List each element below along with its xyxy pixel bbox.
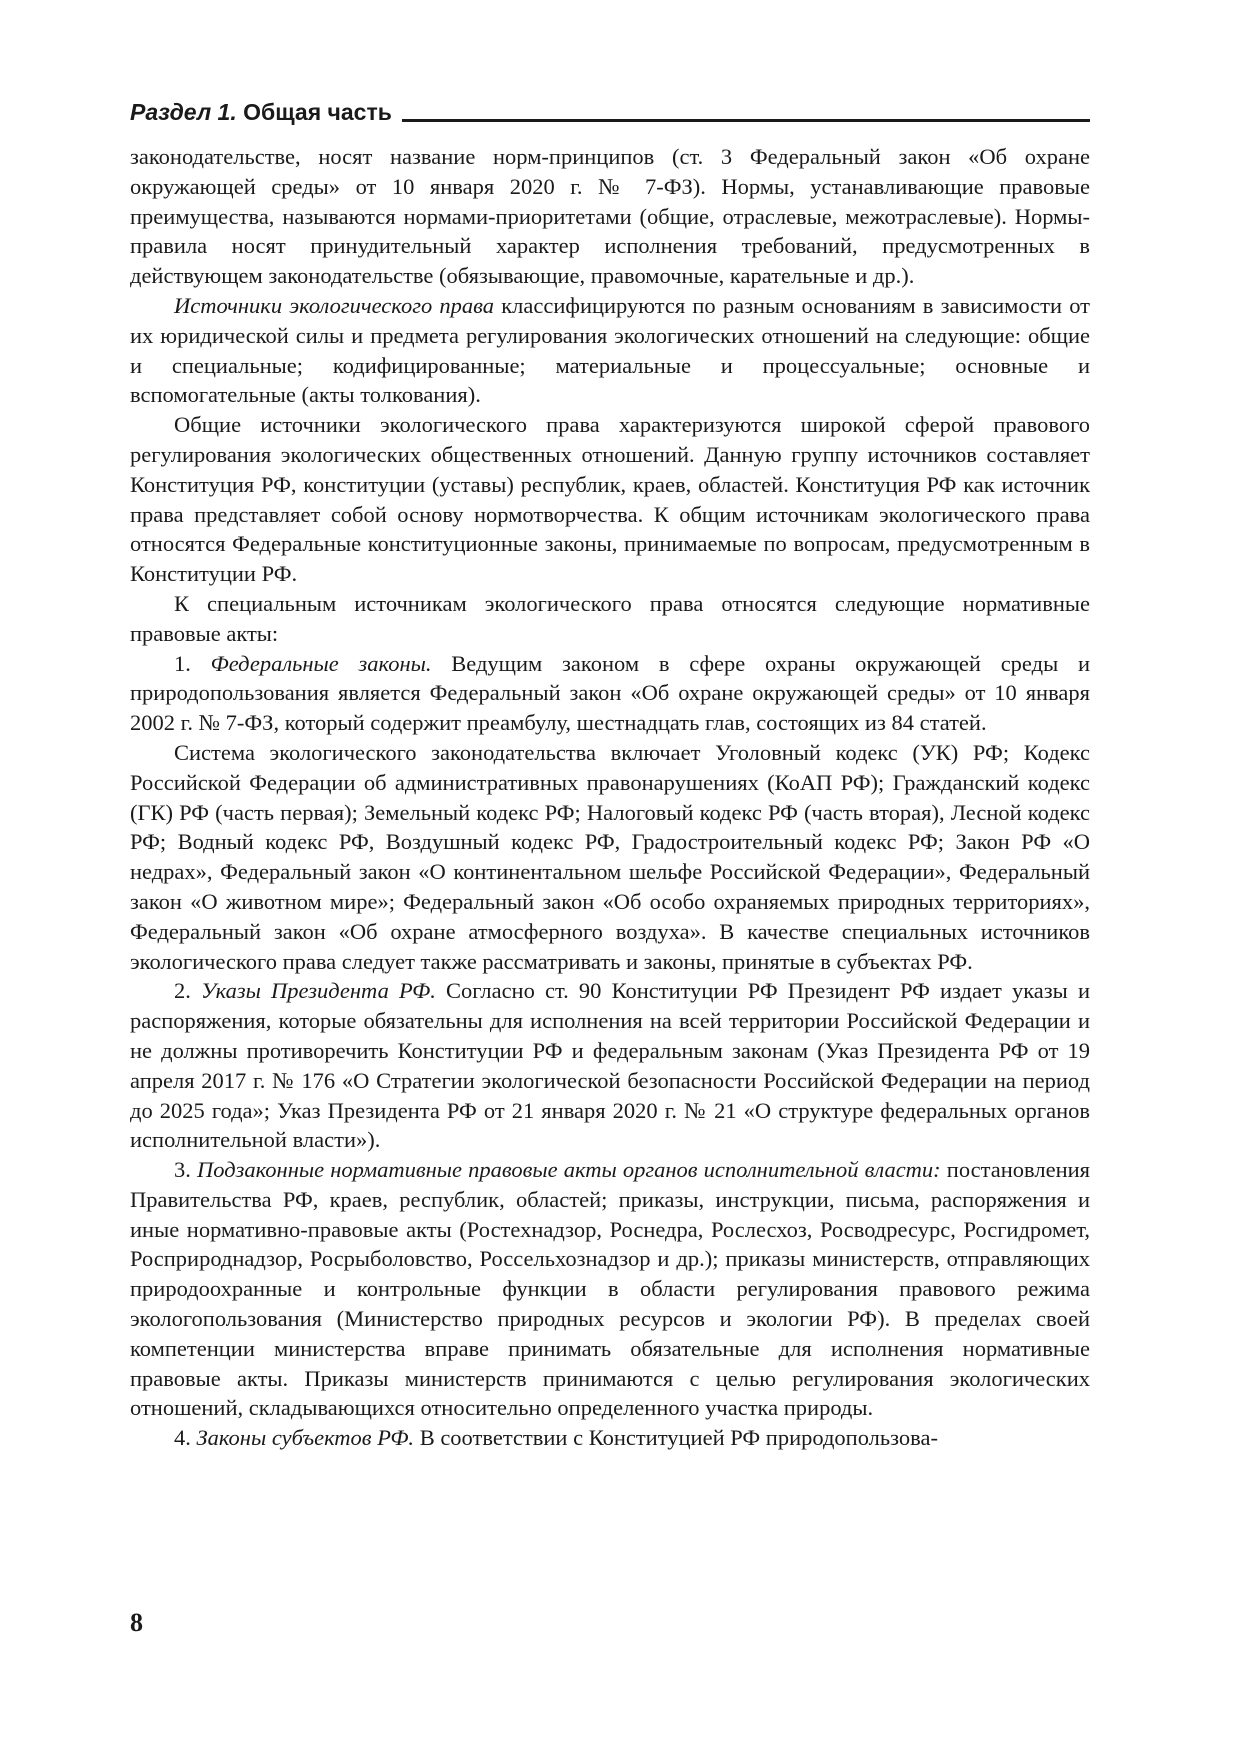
- header-rule: [402, 119, 1090, 122]
- paragraph-9-term: Законы субъектов РФ.: [196, 1425, 415, 1451]
- body-text: [130, 142, 1090, 1453]
- paragraph-7-term: Указы Президента РФ.: [201, 978, 436, 1004]
- paragraph-8-term: Подзаконные нормативные правовые акты органов исполнительной власти:: [197, 1157, 941, 1183]
- paragraph-9-number: 4.: [174, 1425, 197, 1451]
- paragraph-7: [130, 976, 1090, 1155]
- paragraph-7-text: Согласно ст. 90 Конституции РФ Президент РФ издает указы и распоряжения, которые обязательны для исполнения на всей территории Российской Федерации и не должны противоречить Конституции РФ и федеральным законам (Указ Президента РФ от 19 апреля 2017 г. № 176 «О Стратегии экологической безопасности Российской Федерации на период до 2025 года»; Указ Президента РФ от 21 января 2020 г. № 21 «О структуре федеральных органов исполнительной власти»).: [130, 978, 1090, 1153]
- paragraph-2: [130, 291, 1090, 410]
- paragraph-4: [130, 589, 1090, 649]
- paragraph-1: [130, 142, 1090, 291]
- paragraph-2-text: классифицируются по разным основаниям в зависимости от их юридической силы и предмета регулирования экологических отношений на следующие: общие и специальные; кодифицированные; материальные и процессуальные; основные и вспомогательные (акты толкования).: [130, 292, 1090, 408]
- paragraph-9: [130, 1423, 1090, 1453]
- paragraph-2-term: Источники экологического права: [174, 292, 495, 318]
- section-label: Раздел 1.: [130, 99, 237, 125]
- paragraph-8-number: 3.: [174, 1157, 198, 1183]
- paragraph-5-number: 1.: [174, 650, 211, 676]
- paragraph-5: [130, 649, 1090, 738]
- paragraph-8-text: постановления Правительства РФ, краев, республик, областей; приказы, инструкции, письма, распоряжения и иные нормативно-правовые акты (Ростехнадзор, Роснедра, Рослесхоз, Росводресурс, Росгидромет, Росприроднадзор, Росрыболовство, Россельхознадзор и др.); приказы министерств, отправляющих природоохранные и контрольные функции в области регулирования правового режима экологопользования (Министерство природных ресурсов и экологии РФ). В пределах своей компетенции министерства вправе принимать обязательные для исполнения нормативные правовые акты. Приказы министерств принимаются с целью регулирования экологических отношений, складывающихся относительно определенного участка природы.: [130, 1157, 1090, 1421]
- section-title: Общая часть: [243, 99, 392, 125]
- paragraph-6-text: Система экологического законодательства включает Уголовный кодекс (УК) РФ; Кодекс Российской Федерации об административных правонарушениях (КоАП РФ); Гражданский кодекс (ГК) РФ (часть первая); Земельный кодекс РФ; Налоговый кодекс РФ (часть вторая), Лесной кодекс РФ; Водный кодекс РФ, Воздушный кодекс РФ, Градостроительный кодекс РФ; Закон РФ «О недрах», Федеральный закон «О континентальном шельфе Российской Федерации», Федеральный закон «О животном мире»; Федеральный закон «Об особо охраняемых природных территориях», Федеральный закон «Об охране атмосферного воздуха». В качестве специальных источников экологического права следует также рассматривать и законы, принятые в субъектах РФ.: [130, 739, 1090, 974]
- paragraph-5-term: Федеральные законы.: [210, 650, 432, 676]
- paragraph-7-number: 2.: [174, 978, 202, 1004]
- paragraph-5-text: Ведущим законом в сфере охраны окружающей среды и природопользования является Федеральный закон «Об охране окружающей среды» от 10 января 2002 г. № 7-ФЗ, который содержит преамбулу, шестнадцать глав, состоящих из 84 статей.: [130, 650, 1091, 736]
- paragraph-6: [130, 738, 1090, 976]
- page-number: 8: [130, 1608, 143, 1637]
- running-header: [130, 92, 1090, 126]
- paragraph-8: [130, 1155, 1090, 1423]
- paragraph-1-text: законодательстве, носят название норм-принципов (ст. 3 Федеральный закон «Об охране окружающей среды» от 10 января 2020 г. № 7-ФЗ). Нормы, устанавливающие правовые преимущества, называются нормами-приоритетами (общие, отраслевые, межотраслевые). Нормы-правила носят принудительный характер исполнения требований, предусмотренных в действующем законодательстве (обязывающие, правомочные, карательные и др.).: [130, 144, 1090, 289]
- paragraph-9-text: В соответствии с Конституцией РФ природопользова-: [414, 1425, 938, 1451]
- paragraph-4-text: К специальным источникам экологического права относятся следующие нормативные правовые акты:: [130, 590, 1090, 646]
- paragraph-3-text: Общие источники экологического права характеризуются широкой сферой правового регулирования экологических общественных отношений. Данную группу источников составляет Конституция РФ, конституции (уставы) республик, краев, областей. Конституция РФ как источник права представляет собой основу нормотворчества. К общим источникам экологического права относятся Федеральные конституционные законы, принимаемые по вопросам, предусмотренным в Конституции РФ.: [130, 412, 1090, 587]
- paragraph-3: [130, 410, 1090, 589]
